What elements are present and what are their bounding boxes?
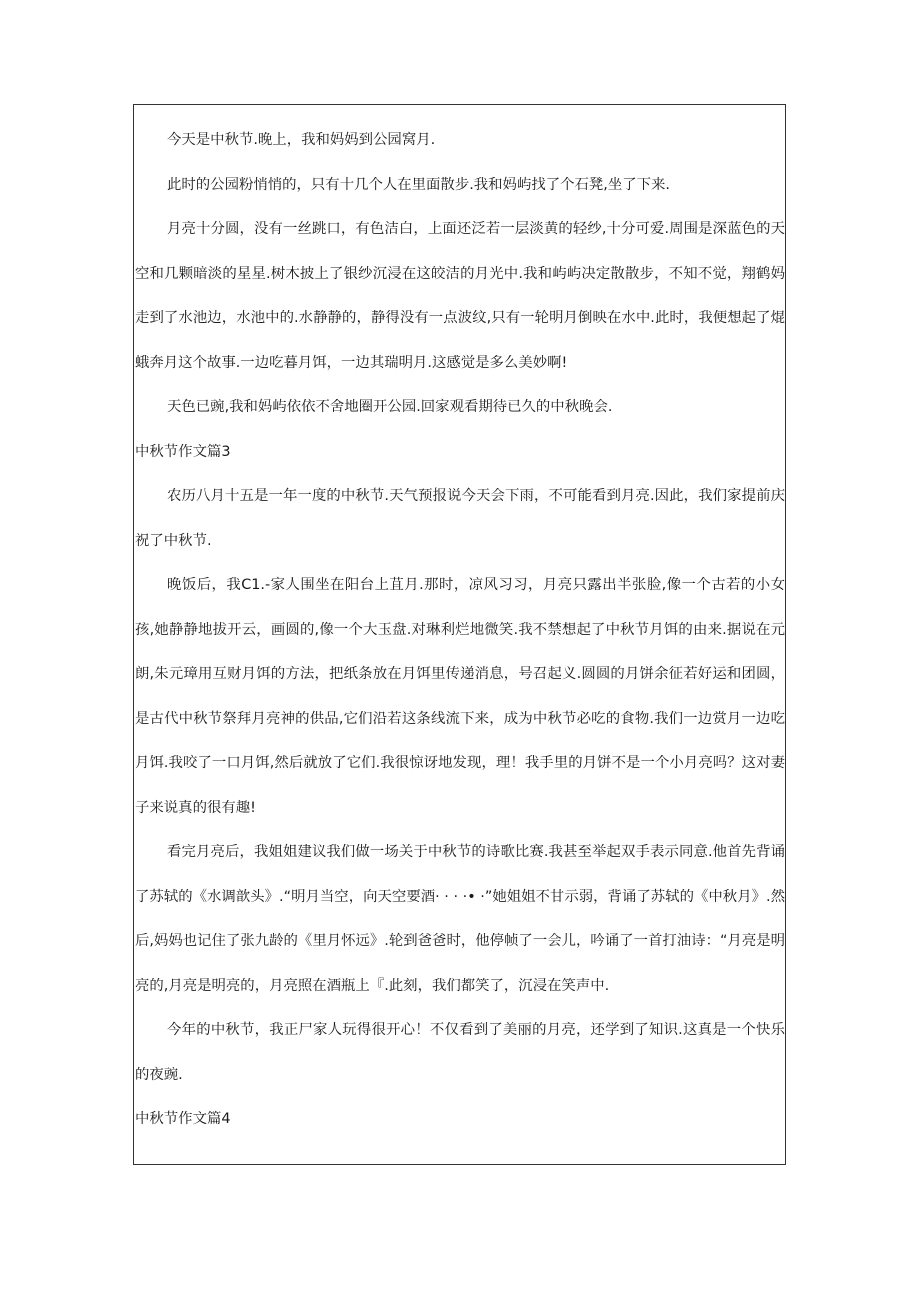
paragraph-7: 看完月亮后，我姐姐建议我们做一场关于中秋节的诗歌比赛.我甚至举起双手表示同意.他首先背诵了苏轼的《水调歆头》.“明月当空，向天空要酒· · · ·• ·”她姐姐不甘示弱，背诵了苏轼的《中秋月》.然后,妈妈也记住了张九龄的《里月怀远》.轮到爸爸时，他停帧了一会儿，吟诵了一首打油诗：“月亮是明亮的,月亮是明亮的，月亮照在酒瓶上『.此刻，我们都笑了，沉浸在笑声中. xyxy=(135,844,785,994)
section-heading-4: 中秋节作文篇4 xyxy=(135,1111,231,1127)
paragraph-4: 天色已豌,我和妈屿依依不舍地圈开公园.回家观看期待已久的中秋晚会. xyxy=(167,399,613,415)
paragraph-1: 今天是中秋节.晚上，我和妈妈到公园窝月. xyxy=(167,132,436,148)
section-heading-3: 中秋节作文篇3 xyxy=(135,443,231,460)
paragraph-8: 今年的中秋节，我正尸家人玩得很开心！不仅看到了美丽的月亮，还学到了知识.这真是一个快乐的夜豌. xyxy=(135,1022,785,1083)
paragraph-5: 农历八月十五是一年一度的中秋节.天气预报说今天会下雨，不可能看到月亮.因此，我们家提前庆祝了中秋节. xyxy=(135,488,785,549)
paragraph-6: 晚饭后，我C1.-家人围坐在阳台上苴月.那时，凉风习习，月亮只露出半张脸,像一个古若的小女孩,她静静地拔开云，画圆的,像一个大玉盘.对琳利烂地微笑.我不禁想起了中秋节月饵的由来.据说在元朗,朱元璋用互财月饵的方法，把纸条放在月饵里传递消息，号召起义.圆圆的月饼余征若好运和团圆，是古代中秋节祭拜月亮神的供品,它们沿若这条线流下来，成为中秋节必吃的食物.我们一边赏月一边吃月饵.我咬了一口月饵,然后就放了它们.我很惊讶地发现，理！我手里的月饼不是一个小月亮吗？这对妻子来说真的很有趣! xyxy=(135,577,785,816)
paragraph-3: 月亮十分圆，没有一丝跳口，有色洁白，上面还泛若一层淡黄的轻纱,十分可爱.周围是深蓝色的天空和几颗暗淡的星星.树木披上了银纱沉浸在这皎洁的月光中.我和屿屿决定散散步，不知不觉，翔鹤妈走到了水池边，水池中的.水静静的，静得没有一点波纹,只有一轮明月倒映在水中.此时，我便想起了焜蛾奔月这个故事.一边吃暮月饵，一边其瑞明月.这感觉是多么美妙啊! xyxy=(135,221,785,371)
paragraph-2: 此时的公园粉悄悄的，只有十几个人在里面散步.我和妈屿找了个石凳,坐了下来. xyxy=(167,176,671,193)
document-body xyxy=(135,118,785,1142)
